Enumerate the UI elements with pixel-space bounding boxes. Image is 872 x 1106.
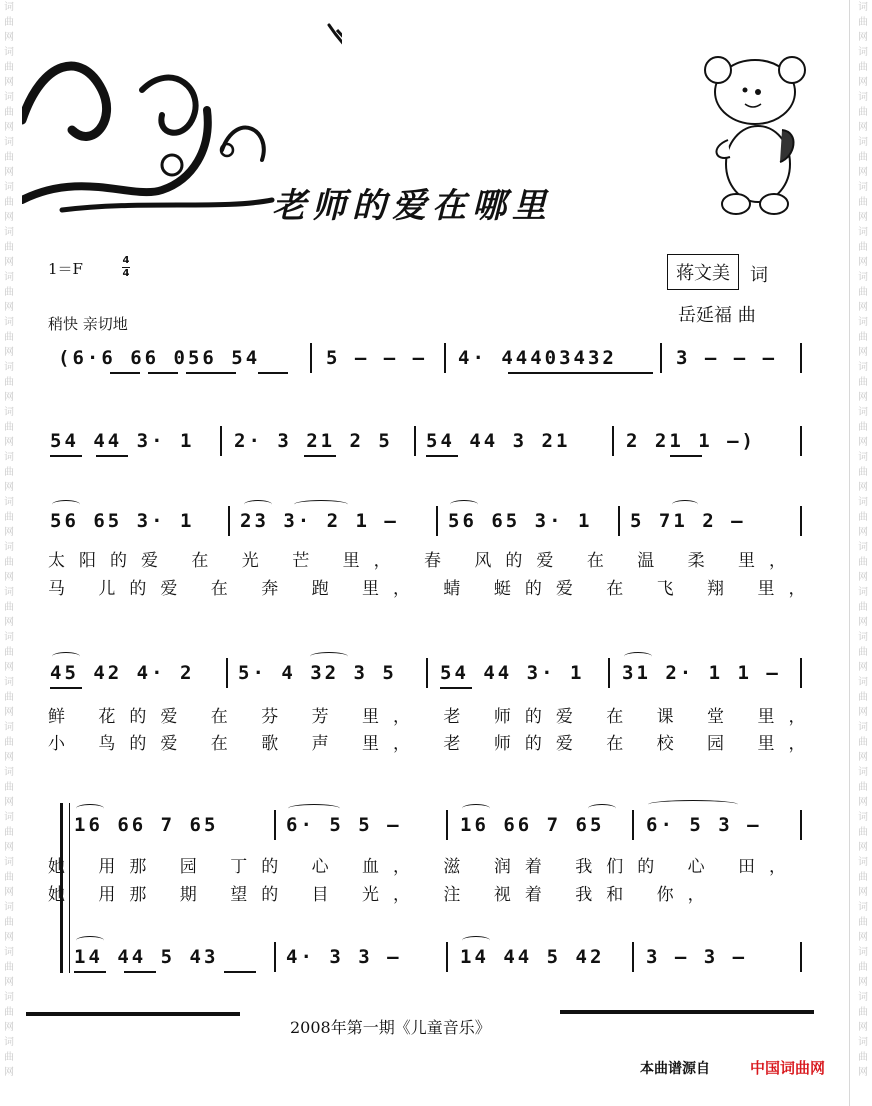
watermark-glyph: 曲 — [858, 197, 868, 208]
watermark-glyph: 网 — [4, 932, 14, 943]
barline — [800, 942, 802, 972]
watermark-glyph: 网 — [4, 662, 14, 673]
lyric-line-5: 她 用那 园 丁的 心 血， 滋 润着 我们的 心 田， — [48, 857, 801, 877]
watermark-glyph: 网 — [4, 212, 14, 223]
watermark-glyph: 网 — [858, 707, 868, 718]
watermark-glyph: 网 — [858, 437, 868, 448]
watermark-glyph: 词 — [858, 1037, 868, 1048]
measure: 54 44 3· 1 — [440, 662, 585, 684]
score-system-1 — [48, 345, 813, 371]
credit-label: 本曲谱源自 — [640, 1061, 710, 1077]
watermark-glyph: 词 — [4, 1037, 14, 1048]
watermark-glyph: 曲 — [858, 152, 868, 163]
watermark-glyph: 网 — [4, 257, 14, 268]
watermark-glyph: 曲 — [858, 242, 868, 253]
watermark-glyph: 网 — [858, 122, 868, 133]
watermark-glyph: 词 — [4, 92, 14, 103]
watermark-glyph: 词 — [4, 902, 14, 913]
watermark-glyph: 曲 — [858, 557, 868, 568]
watermark-glyph: 网 — [858, 1067, 868, 1078]
watermark-glyph: 网 — [4, 977, 14, 988]
watermark-glyph: 词 — [858, 317, 868, 328]
watermark-glyph: 曲 — [858, 1052, 868, 1063]
watermark-glyph: 网 — [4, 1022, 14, 1033]
watermark-glyph: 词 — [858, 182, 868, 193]
watermark-glyph: 网 — [858, 167, 868, 178]
watermark-glyph: 网 — [4, 527, 14, 538]
watermark-glyph: 曲 — [4, 962, 14, 973]
watermark-glyph: 词 — [4, 677, 14, 688]
watermark-glyph: 曲 — [4, 152, 14, 163]
watermark-glyph: 词 — [858, 137, 868, 148]
slur — [76, 804, 104, 813]
score-system-6 — [48, 944, 813, 970]
time-signature — [122, 256, 130, 279]
watermark-glyph: 词 — [4, 587, 14, 598]
watermark-glyph: 网 — [858, 77, 868, 88]
lyricist-name: 蒋文美 — [667, 254, 739, 290]
watermark-glyph: 词 — [4, 812, 14, 823]
beam — [508, 372, 653, 374]
watermark-glyph: 曲 — [4, 602, 14, 613]
watermark-glyph: 曲 — [4, 197, 14, 208]
watermark-glyph: 词 — [858, 407, 868, 418]
watermark-glyph: 词 — [858, 992, 868, 1003]
slur — [294, 500, 348, 509]
measure: 4· 44403432 — [458, 347, 617, 369]
measure: 31 2· 1 1 — — [622, 662, 781, 684]
barline — [310, 343, 312, 373]
barline — [660, 343, 662, 373]
watermark-glyph: 词 — [4, 2, 14, 13]
barline — [800, 810, 802, 840]
measure: (6·6 66 056 54 — [58, 347, 261, 369]
watermark-glyph: 曲 — [4, 1052, 14, 1063]
barline — [446, 810, 448, 840]
slur — [52, 500, 80, 509]
watermark-glyph: 曲 — [858, 647, 868, 658]
lyricist-role: 词 — [750, 265, 768, 286]
watermark-glyph: 曲 — [858, 467, 868, 478]
watermark-glyph: 词 — [4, 857, 14, 868]
watermark-glyph: 曲 — [858, 62, 868, 73]
watermark-glyph: 曲 — [4, 242, 14, 253]
watermark-glyph: 词 — [4, 407, 14, 418]
watermark-glyph: 词 — [4, 137, 14, 148]
barline — [800, 343, 802, 373]
watermark-glyph: 词 — [858, 92, 868, 103]
slur — [310, 652, 348, 661]
watermark-glyph: 网 — [858, 212, 868, 223]
watermark-glyph: 词 — [4, 767, 14, 778]
watermark-glyph: 曲 — [858, 692, 868, 703]
watermark-glyph: 网 — [4, 122, 14, 133]
score-system-4 — [48, 660, 813, 686]
watermark-glyph: 网 — [4, 347, 14, 358]
barline — [612, 426, 614, 456]
barline — [436, 506, 438, 536]
composer-credit: 岳延福 曲 — [678, 305, 756, 326]
watermark-glyph: 词 — [858, 767, 868, 778]
watermark-glyph: 网 — [858, 482, 868, 493]
watermark-glyph: 网 — [858, 1022, 868, 1033]
score-system-2 — [48, 428, 813, 454]
watermark-glyph: 网 — [858, 932, 868, 943]
watermark-glyph: 网 — [858, 887, 868, 898]
lyric-line-4: 小 鸟的爱 在 歌 声 里， 老 师的爱 在 校 园 里， — [48, 734, 820, 754]
slur — [462, 804, 490, 813]
watermark-glyph: 网 — [4, 302, 14, 313]
song-title: 老师的爱在哪里 — [272, 186, 552, 226]
measure: 16 66 7 65 — [74, 814, 219, 836]
score-system-3 — [48, 508, 813, 534]
watermark-glyph: 网 — [4, 32, 14, 43]
footer-rule-right — [560, 1010, 814, 1014]
footer-rule-left — [26, 1012, 240, 1016]
watermark-glyph: 曲 — [4, 692, 14, 703]
watermark-glyph: 词 — [4, 722, 14, 733]
measure: 3 — — — — [676, 347, 778, 369]
watermark-glyph: 网 — [4, 77, 14, 88]
watermark-glyph: 词 — [858, 902, 868, 913]
beam — [670, 455, 702, 457]
measure: 54 44 3 21 — [426, 430, 571, 452]
watermark-glyph: 曲 — [858, 422, 868, 433]
barline — [444, 343, 446, 373]
watermark-glyph: 网 — [4, 842, 14, 853]
measure: 2· 3 21 2 5 — [234, 430, 393, 452]
lyric-line-2: 马 儿的爱 在 奔 跑 里， 蜻 蜓的爱 在 飞 翔 里， — [48, 579, 820, 599]
measure: 56 65 3· 1 — [50, 510, 195, 532]
watermark-glyph: 网 — [858, 257, 868, 268]
watermark-glyph: 曲 — [858, 512, 868, 523]
barline — [426, 658, 428, 688]
watermark-glyph: 词 — [4, 542, 14, 553]
slur — [624, 652, 652, 661]
watermark-glyph: 曲 — [4, 917, 14, 928]
watermark-glyph: 词 — [858, 587, 868, 598]
watermark-glyph: 网 — [4, 617, 14, 628]
barline — [414, 426, 416, 456]
watermark-glyph: 词 — [4, 317, 14, 328]
watermark-glyph: 曲 — [858, 782, 868, 793]
measure: 14 44 5 42 — [460, 946, 605, 968]
watermark-glyph: 曲 — [4, 467, 14, 478]
barline — [446, 942, 448, 972]
watermark-glyph: 网 — [858, 392, 868, 403]
measure: 45 42 4· 2 — [50, 662, 195, 684]
watermark-glyph: 词 — [4, 47, 14, 58]
slur — [450, 500, 478, 509]
measure: 2 21 1 —) — [626, 430, 756, 452]
watermark-glyph: 网 — [858, 572, 868, 583]
watermark-glyph: 词 — [858, 857, 868, 868]
measure: 14 44 5 43 — [74, 946, 219, 968]
watermark-glyph: 词 — [858, 632, 868, 643]
barline — [274, 942, 276, 972]
watermark-strip-right — [854, 0, 872, 1106]
score-system-5 — [48, 812, 813, 838]
barline — [608, 658, 610, 688]
beam — [50, 455, 82, 457]
watermark-glyph: 词 — [858, 2, 868, 13]
barline — [632, 942, 634, 972]
watermark-glyph: 词 — [4, 497, 14, 508]
slur — [588, 804, 616, 813]
watermark-glyph: 曲 — [4, 17, 14, 28]
watermark-glyph: 曲 — [858, 332, 868, 343]
watermark-glyph: 曲 — [858, 1007, 868, 1018]
watermark-glyph: 词 — [4, 227, 14, 238]
watermark-glyph: 词 — [858, 677, 868, 688]
barline — [800, 426, 802, 456]
beam — [148, 372, 178, 374]
time-signature-top: 4 — [122, 255, 130, 266]
watermark-glyph: 词 — [4, 452, 14, 463]
watermark-glyph: 曲 — [4, 287, 14, 298]
watermark-glyph: 词 — [858, 947, 868, 958]
beam — [224, 971, 256, 973]
margin-line — [849, 0, 850, 1106]
lyric-line-1: 太阳的爱 在 光 芒 里， 春 风的爱 在 温 柔 里， — [48, 551, 801, 571]
beam — [304, 455, 336, 457]
watermark-glyph: 曲 — [858, 287, 868, 298]
beam — [50, 687, 82, 689]
watermark-glyph: 词 — [858, 542, 868, 553]
watermark-glyph: 词 — [4, 182, 14, 193]
barline — [632, 810, 634, 840]
measure: 4· 3 3 — — [286, 946, 402, 968]
watermark-glyph: 曲 — [4, 512, 14, 523]
watermark-glyph: 网 — [4, 707, 14, 718]
watermark-glyph: 网 — [858, 617, 868, 628]
barline — [226, 658, 228, 688]
watermark-glyph: 网 — [4, 887, 14, 898]
watermark-glyph: 词 — [858, 722, 868, 733]
watermark-glyph: 网 — [858, 842, 868, 853]
watermark-glyph: 曲 — [858, 17, 868, 28]
measure: 54 44 3· 1 — [50, 430, 195, 452]
source-citation: 2008年第一期《儿童音乐》 — [290, 1018, 491, 1037]
watermark-glyph: 曲 — [858, 107, 868, 118]
watermark-glyph: 曲 — [4, 827, 14, 838]
watermark-glyph: 网 — [4, 482, 14, 493]
watermark-glyph: 曲 — [858, 737, 868, 748]
watermark-glyph: 词 — [858, 497, 868, 508]
watermark-glyph: 曲 — [4, 872, 14, 883]
slur — [76, 936, 104, 945]
measure: 5 — — — — [326, 347, 428, 369]
watermark-glyph: 网 — [858, 32, 868, 43]
barline — [800, 658, 802, 688]
slur — [288, 804, 340, 813]
watermark-glyph: 曲 — [4, 107, 14, 118]
lyric-line-6: 她 用那 期 望的 目 光， 注 视着 我和 你， — [48, 885, 719, 905]
beam — [96, 455, 128, 457]
watermark-glyph: 曲 — [4, 782, 14, 793]
measure: 5· 4 32 3 5 — [238, 662, 397, 684]
bear-illustration — [700, 52, 810, 222]
beam — [258, 372, 288, 374]
watermark-glyph: 曲 — [4, 647, 14, 658]
watermark-glyph: 曲 — [858, 962, 868, 973]
watermark-glyph: 网 — [4, 392, 14, 403]
watermark-glyph: 曲 — [858, 827, 868, 838]
watermark-glyph: 网 — [858, 302, 868, 313]
watermark-glyph: 曲 — [858, 377, 868, 388]
watermark-glyph: 网 — [858, 752, 868, 763]
slur — [672, 500, 698, 509]
watermark-glyph: 网 — [4, 437, 14, 448]
watermark-glyph: 曲 — [4, 332, 14, 343]
watermark-glyph: 词 — [858, 227, 868, 238]
watermark-glyph: 曲 — [4, 377, 14, 388]
slur — [52, 652, 80, 661]
beam — [124, 971, 156, 973]
measure: 6· 5 5 — — [286, 814, 402, 836]
time-signature-bottom: 4 — [122, 268, 130, 279]
measure: 6· 5 3 — — [646, 814, 762, 836]
watermark-glyph: 网 — [4, 752, 14, 763]
watermark-glyph: 词 — [4, 992, 14, 1003]
watermark-glyph: 网 — [4, 572, 14, 583]
watermark-glyph: 曲 — [4, 62, 14, 73]
watermark-glyph: 网 — [858, 347, 868, 358]
credit-site-link[interactable]: 中国词曲网 — [750, 1059, 826, 1077]
watermark-glyph: 词 — [4, 632, 14, 643]
watermark-glyph: 网 — [858, 977, 868, 988]
watermark-glyph: 词 — [858, 452, 868, 463]
tie — [648, 800, 738, 809]
watermark-glyph: 词 — [858, 812, 868, 823]
watermark-glyph: 词 — [4, 272, 14, 283]
barline — [228, 506, 230, 536]
watermark-glyph: 曲 — [4, 557, 14, 568]
measure: 16 66 7 65 — [460, 814, 605, 836]
watermark-glyph: 词 — [858, 272, 868, 283]
watermark-glyph: 网 — [858, 662, 868, 673]
watermark-glyph: 曲 — [858, 872, 868, 883]
key-signature: 1＝F — [48, 260, 83, 278]
beam — [440, 687, 472, 689]
beam — [74, 971, 106, 973]
watermark-glyph: 网 — [4, 797, 14, 808]
watermark-glyph: 曲 — [858, 917, 868, 928]
measure: 5 71 2 — — [630, 510, 746, 532]
beam — [426, 455, 458, 457]
measure: 3 — 3 — — [646, 946, 748, 968]
barline — [800, 506, 802, 536]
measure: 23 3· 2 1 — — [240, 510, 399, 532]
barline — [220, 426, 222, 456]
watermark-glyph: 曲 — [858, 602, 868, 613]
watermark-glyph: 曲 — [4, 422, 14, 433]
watermark-glyph: 词 — [4, 947, 14, 958]
watermark-glyph: 网 — [4, 167, 14, 178]
watermark-glyph: 词 — [858, 362, 868, 373]
measure: 56 65 3· 1 — [448, 510, 593, 532]
beam — [186, 372, 236, 374]
watermark-glyph: 词 — [4, 362, 14, 373]
watermark-glyph: 网 — [858, 527, 868, 538]
lyric-line-3: 鲜 花的爱 在 芬 芳 里， 老 师的爱 在 课 堂 里， — [48, 707, 820, 727]
tempo-marking: 稍快 亲切地 — [48, 315, 128, 333]
watermark-glyph: 网 — [858, 797, 868, 808]
watermark-glyph: 曲 — [4, 737, 14, 748]
watermark-glyph: 词 — [858, 47, 868, 58]
barline — [274, 810, 276, 840]
slur — [244, 500, 272, 509]
watermark-glyph: 网 — [4, 1067, 14, 1078]
watermark-glyph: 曲 — [4, 1007, 14, 1018]
beam — [110, 372, 140, 374]
slur — [462, 936, 490, 945]
barline — [618, 506, 620, 536]
watermark-strip-left — [0, 0, 18, 1106]
